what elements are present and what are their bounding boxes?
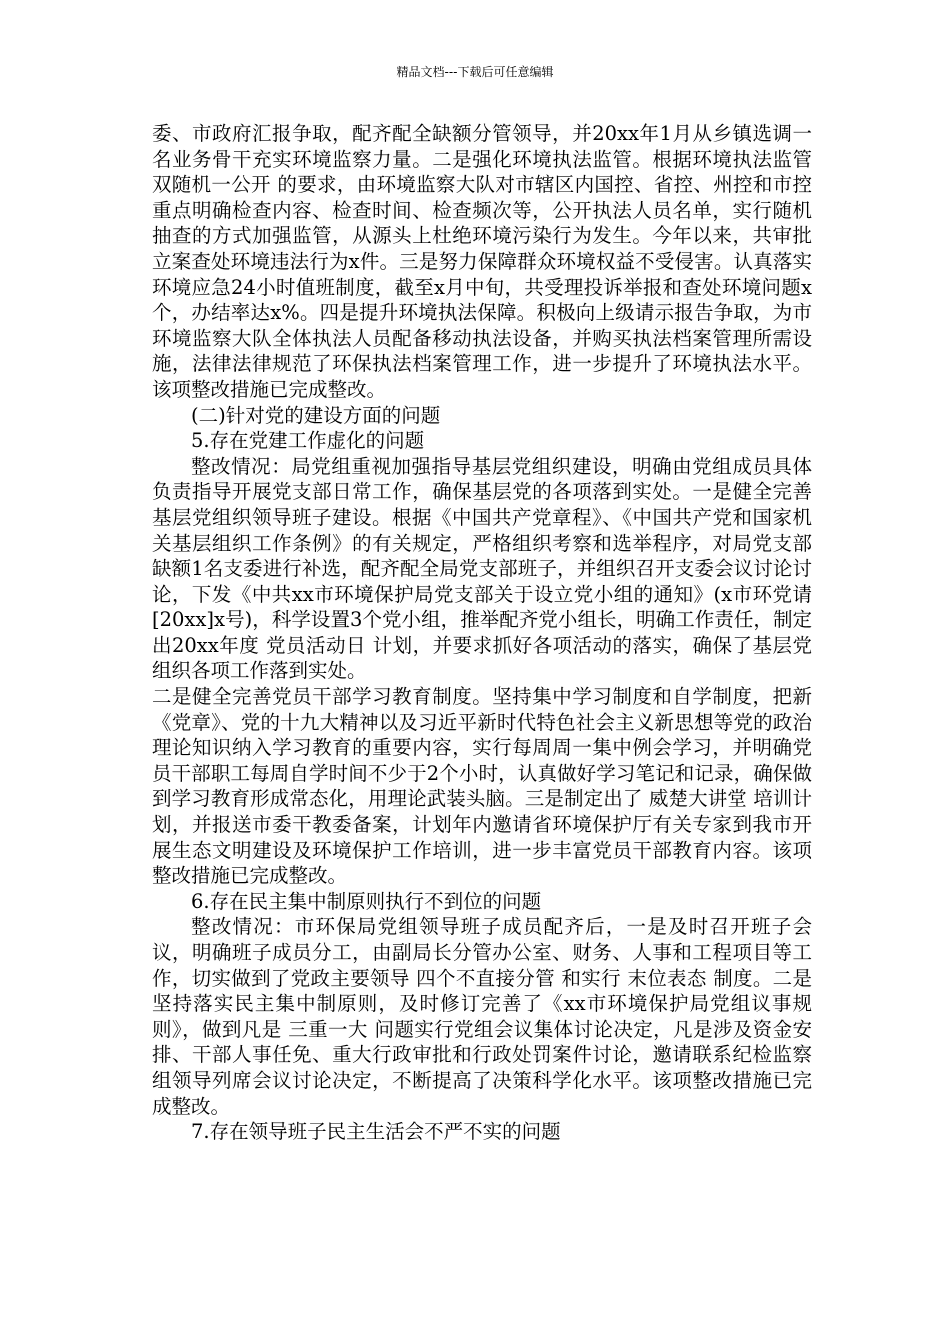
paragraph-rectification-6: 整改情况：市环保局党组领导班子成员配齐后，一是及时召开班子会议，明确班子成员分工，由副局长分管办公室、财务、人事和工程项目等工作，切实做到了党政主要领导 四个不直接分管 和实行 末位表态 制度。二是坚持落实民主集中制原则，及时修订完善了《xx市环境保护局党组议事规则》，做到凡是 三重一大 问题实行党组会议集体讨论决定，凡是涉及资金安排、干部人事任免、重大行政审批和行政处罚案件讨论，邀请联系纪检监察组领导列席会议讨论决定，不断提高了决策科学化水平。该项整改措施已完成整改。: [152, 915, 812, 1118]
paragraph-rectification-5: 整改情况：局党组重视加强指导基层党组织建设，明确由党组成员具体负责指导开展党支部日常工作，确保基层党的各项落到实处。一是健全完善基层党组织领导班子建设。根据《中国共产党章程》、《中国共产党和国家机关基层组织工作条例》的有关规定，严格组织考察和选举程序，对局党支部缺额1名支委进行补选，配齐配全局党支部班子，并组织召开支委会议讨论讨论，下发《中共xx市环境保护局党支部关于设立党小组的通知》(x市环党请[20xx]x号)，科学设置3个党小组，推举配齐党小组长，明确工作责任，制定出20xx年度 党员活动日 计划，并要求抓好各项活动的落实，确保了基层党组织各项工作落到实处。: [152, 454, 812, 683]
issue-heading-6: 6.存在民主集中制原则执行不到位的问题: [191, 889, 542, 913]
issue-heading-7: 7.存在领导班子民主生活会不严不实的问题: [191, 1120, 561, 1144]
section-heading-party-building: (二)针对党的建设方面的问题: [191, 403, 441, 427]
document-body: [152, 121, 812, 1145]
page-header: 精品文档---下载后可任意编辑: [396, 65, 554, 79]
paragraph-environment-enforcement: 委、市政府汇报争取，配齐配全缺额分管领导，并20xx年1月从乡镇选调一名业务骨干充实环境监察力量。二是强化环境执法监管。根据环境执法监管 双随机一公开 的要求，由环境监察大队对市辖区内国控、省控、州控和市控重点明确检查内容、检查时间、检查频次等，公开执法人员名单，实行随机抽查的方式加强监管，从源头上杜绝环境污染行为发生。今年以来，共审批立案查处环境违法行为x件。三是努力保障群众环境权益不受侵害。认真落实环境应急24小时值班制度，截至x月中旬，共受理投诉举报和查处环境问题x个，办结率达x%。四是提升环境执法保障。积极向上级请示报告争取，为市环境监察大队全体执法人员配备移动执法设备，并购买执法档案管理所需设施，法律法律规范了环保执法档案管理工作，进一步提升了环境执法水平。该项整改措施已完成整改。: [152, 122, 812, 401]
issue-heading-5: 5.存在党建工作虚化的问题: [191, 429, 425, 453]
paragraph-study-system: 二是健全完善党员干部学习教育制度。坚持集中学习制度和自学制度，把新《党章》、党的十九大精神以及习近平新时代特色社会主义新思想等党的政治理论知识纳入学习教育的重要内容，实行每周周一集中例会学习，并明确党员干部职工每周自学时间不少于2个小时，认真做好学习笔记和记录，确保做到学习教育形成常态化，用理论武装头脑。三是制定出了 威楚大讲堂 培训计划，并报送市委干教委备案，计划年内邀请省环境保护厅有关专家到我市开展生态文明建设及环境保护工作培训，进一步丰富党员干部教育内容。该项整改措施已完成整改。: [152, 685, 812, 888]
